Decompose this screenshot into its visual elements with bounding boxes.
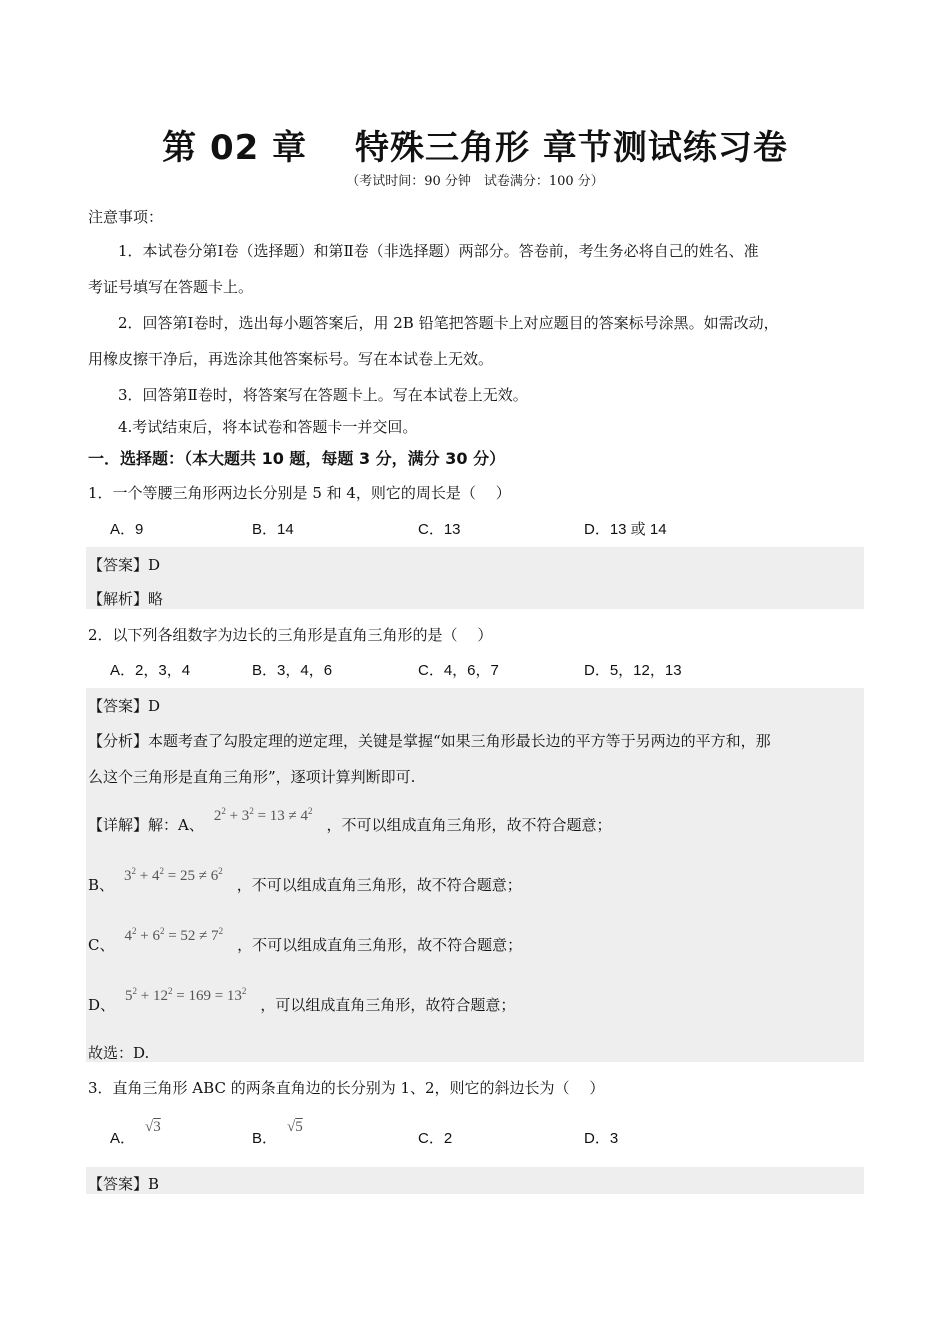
detail-c-label: C、 bbox=[88, 936, 115, 954]
q2-fenxi-a: 【分析】本题考查了勾股定理的逆定理，关键是掌握“如果三角形最长边的平方等于另两边的平方和，那 bbox=[88, 732, 771, 750]
detail-b-label: B、 bbox=[88, 876, 115, 894]
sqrt-5: √5 bbox=[287, 1119, 303, 1135]
q3-option-a bbox=[110, 1119, 161, 1148]
q1-option-b: B．14 bbox=[252, 521, 294, 538]
q2-detail-b bbox=[88, 866, 522, 895]
detail-d-text: ，可以组成直角三角形，故符合题意； bbox=[260, 996, 516, 1014]
question-3-stem: 3．直角三角形 ABC 的两条直角边的长分别为 1、2，则它的斜边长为（ ） bbox=[88, 1079, 605, 1097]
detail-a-text: ，不可以组成直角三角形，故不符合题意； bbox=[326, 816, 612, 834]
notice-line-3: 3．回答第Ⅱ卷时，将答案写在答题卡上。写在本试卷上无效。 bbox=[118, 386, 528, 404]
question-1-stem: 1．一个等腰三角形两边长分别是 5 和 4，则它的周长是（ ） bbox=[88, 484, 511, 502]
exam-info: （考试时间：90 分钟 试卷满分：100 分） bbox=[346, 174, 604, 189]
notice-heading: 注意事项： bbox=[88, 208, 164, 226]
q2-conclusion: 故选：D. bbox=[88, 1044, 150, 1062]
detail-c-text: ，不可以组成直角三角形，故不符合题意； bbox=[237, 936, 523, 954]
q1-option-d: D．13 或 14 bbox=[584, 521, 667, 538]
equation-a: $2^2 + 3^2 = 13 \ne 4^2$ bbox=[213, 806, 313, 824]
notice-line-4: 4.考试结束后，将本试卷和答题卡一并交回。 bbox=[118, 418, 418, 436]
q2-option-a: A．2，3，4 bbox=[110, 662, 191, 679]
q1-option-a: A．9 bbox=[110, 521, 144, 538]
q2-answer: 【答案】D bbox=[88, 697, 161, 715]
q2-detail-c bbox=[88, 926, 523, 955]
q1-option-c: C．13 bbox=[418, 521, 461, 538]
q3-option-a-label: A． bbox=[110, 1130, 136, 1147]
q2-detail-d bbox=[88, 986, 516, 1015]
q1-analysis: 【解析】略 bbox=[88, 590, 164, 608]
q3-option-c: C．2 bbox=[418, 1130, 453, 1147]
q2-detail-a bbox=[88, 806, 612, 835]
detail-d-label: D、 bbox=[88, 996, 116, 1014]
q2-option-d: D．5，12，13 bbox=[584, 662, 682, 679]
q1-answer: 【答案】D bbox=[88, 556, 161, 574]
q3-answer-box bbox=[86, 1167, 864, 1194]
q2-fenxi-b: 么这个三角形是直角三角形”，逐项计算判断即可. bbox=[88, 768, 416, 786]
sqrt-3: √3 bbox=[145, 1119, 161, 1135]
notice-line-1a: 1．本试卷分第Ⅰ卷（选择题）和第Ⅱ卷（非选择题）两部分。答卷前，考生务必将自己的姓名、准 bbox=[118, 242, 759, 260]
detail-prefix: 【详解】解：A、 bbox=[88, 816, 204, 834]
q3-option-b bbox=[252, 1119, 303, 1148]
notice-line-1b: 考证号填写在答题卡上。 bbox=[88, 278, 254, 296]
equation-b: $3^2 + 4^2 = 25 \ne 6^2$ bbox=[124, 866, 223, 884]
q1-answer-box bbox=[86, 547, 864, 609]
notice-line-2a: 2．回答第Ⅰ卷时，选出每小题答案后，用 2B 铅笔把答题卡上对应题目的答案标号涂黑。如需改动， bbox=[118, 314, 779, 332]
q3-option-d: D．3 bbox=[584, 1130, 619, 1147]
section-heading: 一．选择题：（本大题共 10 题，每题 3 分，满分 30 分） bbox=[88, 449, 506, 468]
page-title: 第 02 章 特殊三角形 章节测试练习卷 bbox=[162, 128, 788, 168]
q3-answer: 【答案】B bbox=[88, 1175, 160, 1193]
q2-option-b: B．3，4，6 bbox=[252, 662, 333, 679]
equation-d: $5^2 + 12^2 = 169 = 13^2$ bbox=[125, 986, 247, 1004]
q2-option-c: C．4，6，7 bbox=[418, 662, 499, 679]
detail-b-text: ，不可以组成直角三角形，故不符合题意； bbox=[236, 876, 522, 894]
q3-option-b-label: B． bbox=[252, 1130, 278, 1147]
question-2-stem: 2．以下列各组数字为边长的三角形是直角三角形的是（ ） bbox=[88, 626, 493, 644]
equation-c: $4^2 + 6^2 = 52 \ne 7^2$ bbox=[124, 926, 224, 944]
notice-line-2b: 用橡皮擦干净后，再选涂其他答案标号。写在本试卷上无效。 bbox=[88, 350, 494, 368]
